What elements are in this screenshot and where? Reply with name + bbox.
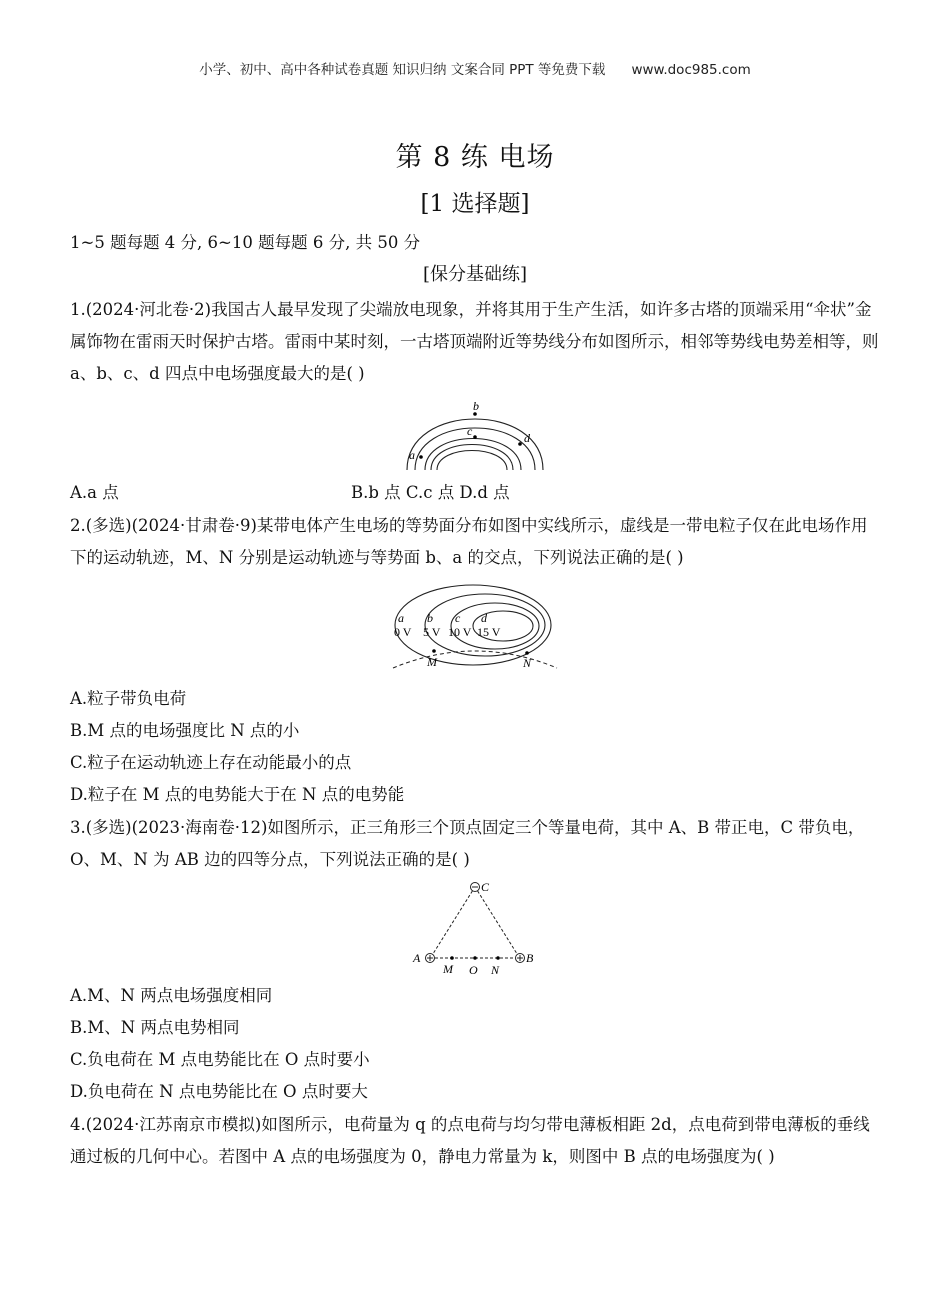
- point-m-dot: [450, 956, 454, 960]
- point-d-label: d: [524, 431, 530, 445]
- question-3-figure: [410, 876, 540, 976]
- question-2-option-b: B.M 点的电场强度比 N 点的小: [70, 721, 300, 740]
- label-c: c: [455, 611, 461, 625]
- label-B: B: [526, 951, 534, 965]
- question-2-option-a: A.粒子带负电荷: [70, 689, 187, 708]
- label-O: O: [469, 963, 478, 977]
- equipotential-line-2: [415, 428, 535, 470]
- question-3-option-b: B.M、N 两点电势相同: [70, 1018, 240, 1037]
- question-1-option-a: A.a 点: [70, 483, 119, 502]
- point-o-dot: [473, 956, 477, 960]
- point-c-dot: [473, 435, 477, 439]
- question-1-stem: 1.(2024·河北卷·2)我国古人最早发现了尖端放电现象，并将其用于生产生活，如许多古塔的顶端采用“伞状”金属饰物在雷雨天时保护古塔。雷雨中某时刻，一古塔顶端附近等势线分布如图所示，相邻等势线电势差相等，则 a、b、c、d 四点中电场强度最大的是( ): [70, 300, 879, 383]
- question-4-stem: 4.(2024·江苏南京市模拟)如图所示，电荷量为 q 的点电荷与均匀带电薄板相距 2d，点电荷到带电薄板的垂线通过板的几何中心。若图中 A 点的电场强度为 0，静电力常量为 k，则图中 B 点的电场强度为( ): [70, 1115, 870, 1166]
- question-2-figure: [385, 578, 565, 670]
- equipotential-line-4: [431, 445, 513, 471]
- point-c-label: c: [467, 424, 473, 438]
- scoring-note: 1~5 题每题 4 分, 6~10 题每题 6 分, 共 50 分: [70, 233, 421, 252]
- volt-0: 0 V: [394, 625, 412, 639]
- equipotential-line-5: [437, 451, 507, 471]
- point-d-dot: [518, 442, 522, 446]
- label-N: N: [491, 963, 500, 977]
- label-m: M: [427, 655, 437, 669]
- page-title: 第 8 练 电场: [395, 142, 555, 173]
- question-1-options-bcd: B.b 点 C.c 点 D.d 点: [351, 483, 510, 502]
- header-url[interactable]: www.doc985.com: [631, 62, 751, 78]
- question-3-stem: 3.(多选)(2023·海南卷·12)如图所示，正三角形三个顶点固定三个等量电荷，其中 A、B 带正电，C 带负电，O、M、N 为 AB 边的四等分点，下列说法正确的是( ): [70, 818, 865, 869]
- label-n: N: [523, 656, 532, 670]
- question-2-option-d: D.粒子在 M 点的电势能大于在 N 点的电势能: [70, 785, 405, 804]
- point-n-dot: [496, 956, 500, 960]
- label-a: a: [398, 611, 404, 625]
- point-m-dot: [432, 649, 436, 653]
- section-subtitle: [1 选择题]: [420, 191, 530, 217]
- point-a-label: a: [409, 448, 415, 462]
- volt-10: 10 V: [448, 625, 472, 639]
- question-2-stem: 2.(多选)(2024·甘肃卷·9)某带电体产生电场的等势面分布如图中实线所示，虚线是一带电粒子仅在此电场作用下的运动轨迹，M、N 分别是运动轨迹与等势面 b、a 的交点，下列说法正确的是( ): [70, 516, 868, 567]
- volt-5: 5 V: [423, 625, 441, 639]
- header-text: 小学、初中、高中各种试卷真题 知识归纳 文案合同 PPT 等免费下载: [199, 62, 606, 78]
- page-header: [0, 58, 950, 78]
- label-d: d: [481, 611, 487, 625]
- label-M: M: [443, 962, 453, 976]
- volt-15: 15 V: [477, 625, 501, 639]
- side-bc: [477, 890, 519, 957]
- point-b-label: b: [473, 399, 479, 413]
- question-3-option-a: A.M、N 两点电场强度相同: [70, 986, 273, 1005]
- point-n-dot: [525, 651, 529, 655]
- label-A: A: [413, 951, 421, 965]
- point-a-dot: [419, 455, 423, 459]
- section-heading: [保分基础练]: [422, 264, 528, 285]
- question-3-option-d: D.负电荷在 N 点电势能比在 O 点时要大: [70, 1082, 368, 1101]
- side-ac: [431, 890, 473, 957]
- label-C: C: [481, 880, 490, 894]
- question-2-option-c: C.粒子在运动轨迹上存在动能最小的点: [70, 753, 352, 772]
- question-1-figure: [395, 392, 555, 472]
- question-3-option-c: C.负电荷在 M 点电势能比在 O 点时要小: [70, 1050, 370, 1069]
- label-b: b: [427, 611, 433, 625]
